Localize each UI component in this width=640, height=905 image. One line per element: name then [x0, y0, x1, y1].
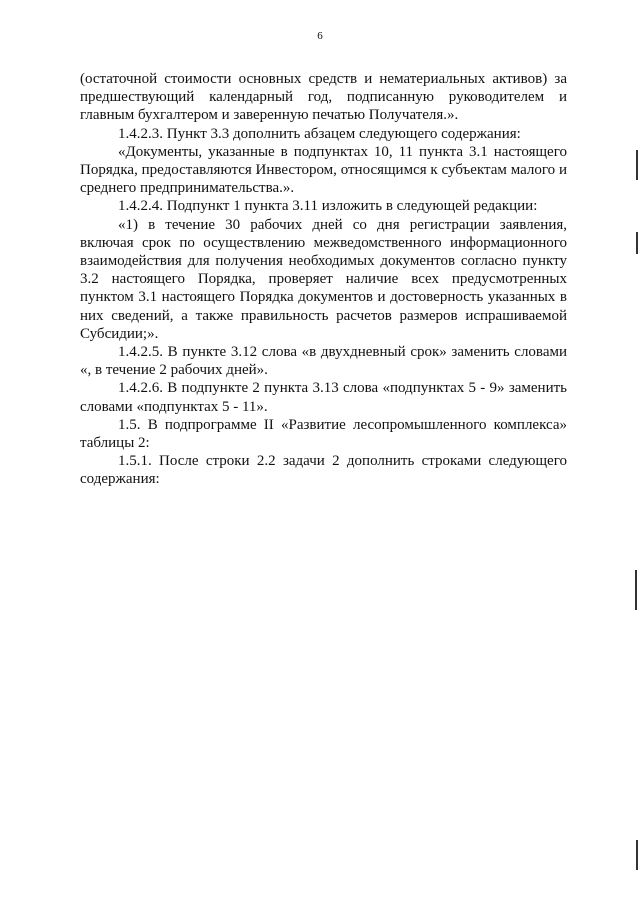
- paragraph-3: «Документы, указанные в подпунктах 10, 11 пункта 3.1 настоящего Порядка, предоставляются Инвестором, относящимся к субъектам малого и среднего предпринимательства.».: [80, 143, 567, 197]
- scan-artifact: [636, 232, 638, 254]
- scan-artifact: [636, 150, 638, 180]
- paragraph-9: 1.5.1. После строки 2.2 задачи 2 дополнить строками следующего содержания:: [80, 453, 567, 488]
- paragraph-2: 1.4.2.3. Пункт 3.3 дополнить абзацем следующего содержания:: [118, 125, 521, 142]
- paragraph-7: 1.4.2.6. В подпункте 2 пункта 3.13 слова «подпунктах 5 - 9» заменить словами «подпунктах 5 - 11».: [80, 380, 567, 415]
- document-body: [80, 70, 567, 489]
- scan-artifact: [635, 570, 637, 610]
- paragraph-1: (остаточной стоимости основных средств и нематериальных активов) за предшествующий календарный год, подписанную руководителем и главным бухгалтером и заверенную печатью Получателя.».: [80, 71, 567, 124]
- paragraph-6: 1.4.2.5. В пункте 3.12 слова «в двухдневный срок» заменить словами «, в течение 2 рабочих дней».: [80, 344, 567, 379]
- paragraph-4: 1.4.2.4. Подпункт 1 пункта 3.11 изложить в следующей редакции:: [118, 198, 538, 215]
- page-number: 6: [317, 30, 323, 42]
- scan-artifact: [636, 840, 638, 870]
- paragraph-8: 1.5. В подпрограмме II «Развитие лесопромышленного комплекса» таблицы 2:: [80, 416, 567, 452]
- paragraph-5: «1) в течение 30 рабочих дней со дня регистрации заявления, включая срок по осуществлению межведомственного информационного взаимодействия для получения необходимых документов согласно пункту 3.2 настоящего Порядка, проверяет наличие всех предусмотренных пунктом 3.1 настоящего Порядка документов и достоверность указанных в них сведений, а также правильность расчетов размеров испрашиваемой Субсидии;».: [80, 216, 567, 342]
